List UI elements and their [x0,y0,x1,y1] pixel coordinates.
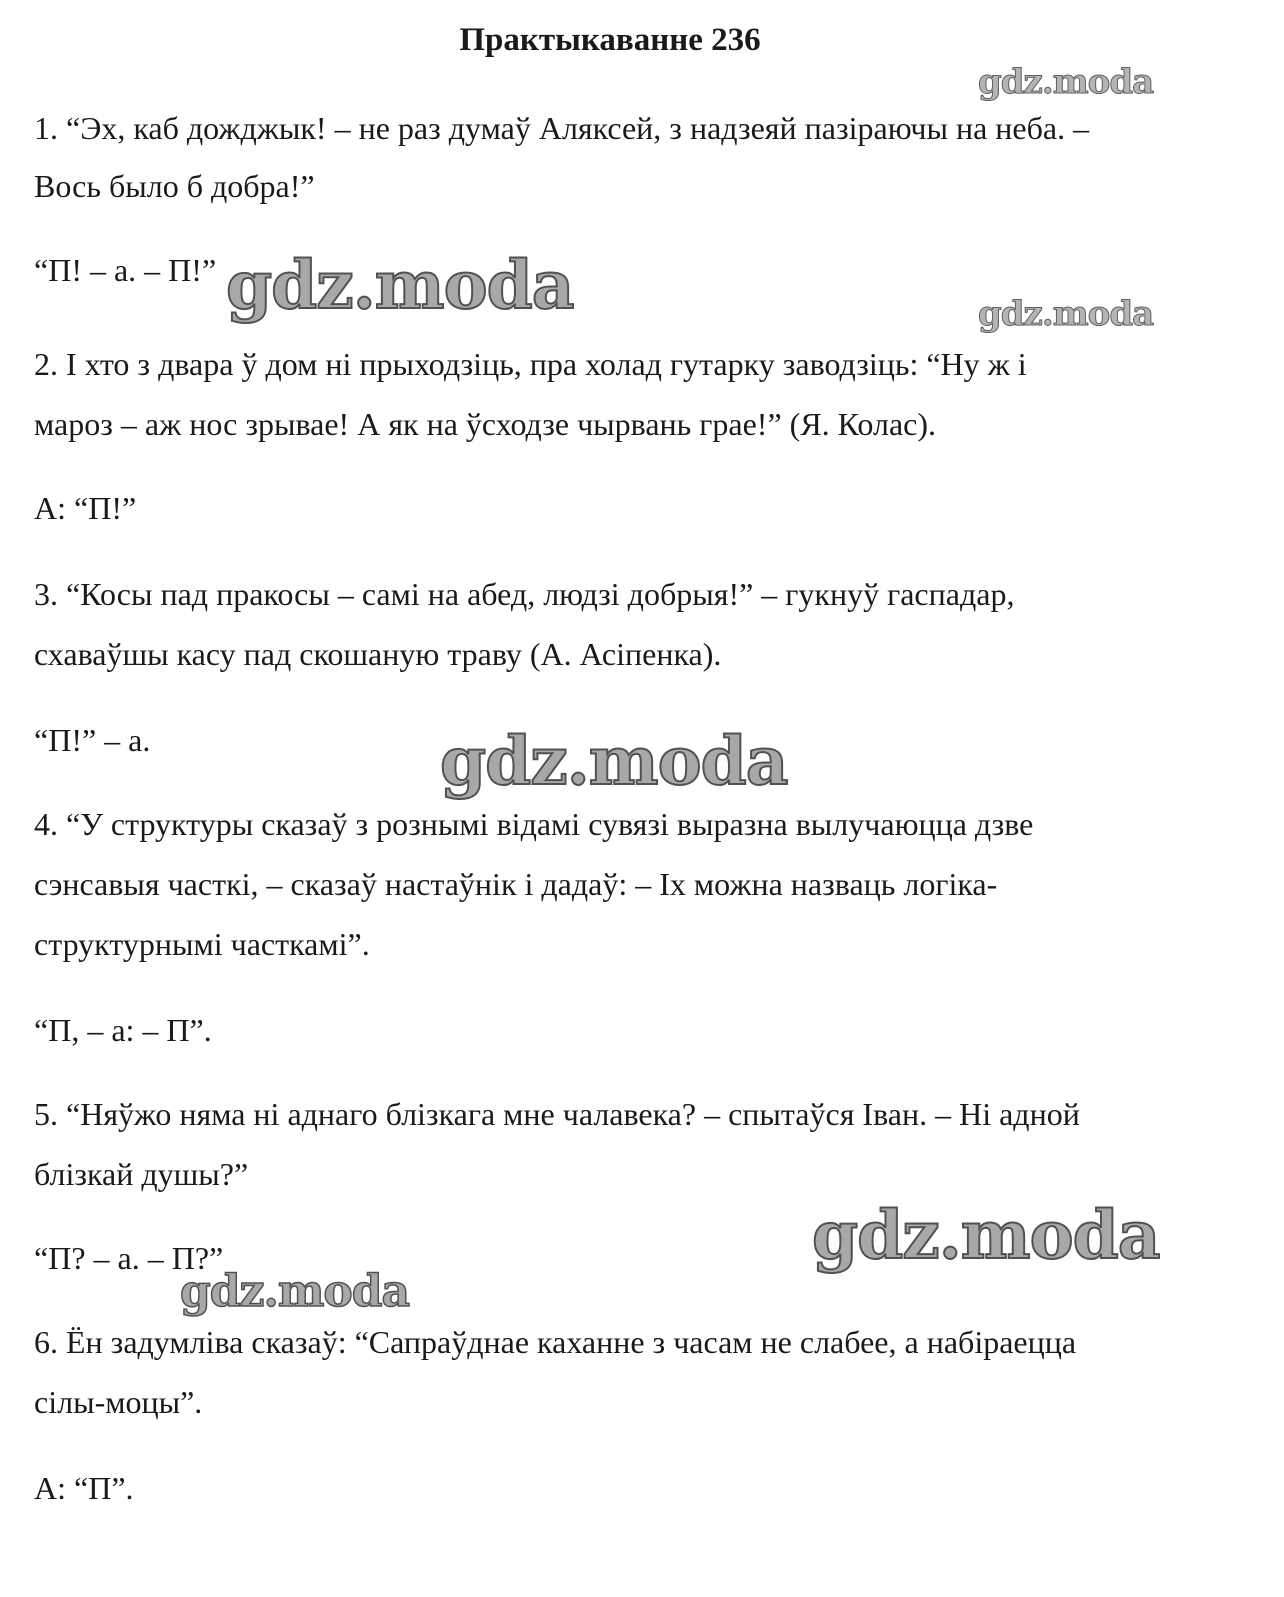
item-2-line-1: 2. І хто з двара ў дом ні прыходзіць, пра холад гутарку заводзіць: “Ну ж і [34,346,1027,382]
item-4-line-2: сэнсавыя часткі, – сказаў настаўнік і дадаў: – Іх можна назваць логіка- [34,866,998,902]
watermark-logo: gdz.moda [180,1266,410,1317]
item-4-scheme: “П, – а: – П”. [34,1012,212,1048]
item-3-line-1: 3. “Косы пад пракосы – самі на абед, людзі добрыя!” – гукнуў гаспадар, [34,576,1015,612]
watermark-logo: gdz.moda [812,1196,1160,1274]
watermark-logo: gdz.moda [440,722,788,800]
watermark-logo: gdz.moda [978,62,1154,102]
item-3-line-2: схаваўшы касу пад скошаную траву (А. Асіпенка). [34,636,722,672]
item-1-scheme: “П! – а. – П!” [34,252,217,288]
item-1-line-1: 1. “Эх, каб дожджык! – не раз думаў Аляксей, з надзеяй пазіраючы на неба. – [34,110,1090,146]
item-3-scheme: “П!” – а. [34,722,151,758]
item-2-line-2: мароз – аж нос зрывае! А як на ўсходзе чырвань грае!” (Я. Колас). [34,406,937,442]
watermark-logo: gdz.moda [226,246,574,324]
page-title: Практыкаванне 236 [459,22,761,58]
item-2-scheme: А: “П!” [34,490,137,526]
item-5-line-2: блізкай душы?” [34,1156,249,1192]
item-4-line-1: 4. “У структуры сказаў з рознымі відамі сувязі выразна вылучаюцца дзве [34,806,1034,842]
item-6-line-2: сілы-моцы”. [34,1384,203,1420]
item-6-line-1: 6. Ён задумліва сказаў: “Сапраўднае каханне з часам не слабее, а набіраецца [34,1324,1077,1360]
item-1-line-2: Вось было б добра!” [34,168,315,204]
item-6-scheme: А: “П”. [34,1470,134,1506]
watermark-logo: gdz.moda [978,294,1154,334]
item-4-line-3: структурнымі часткамі”. [34,926,370,962]
item-5-scheme: “П? – а. – П?” [34,1240,224,1276]
item-5-line-1: 5. “Няўжо няма ні аднаго блізкага мне чалавека? – спытаўся Іван. – Ні адной [34,1096,1080,1132]
